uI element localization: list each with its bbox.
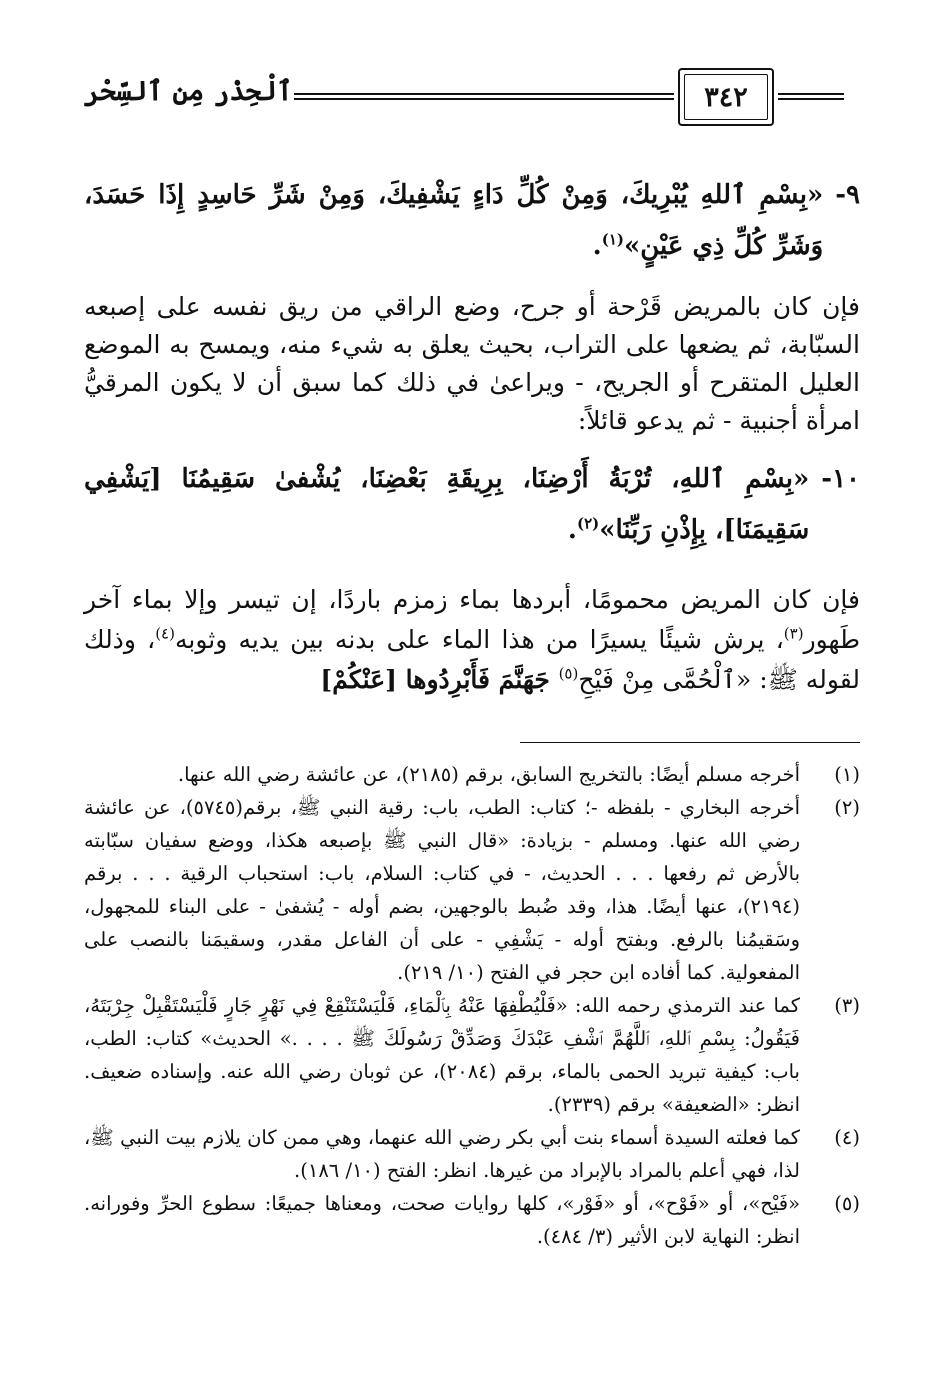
footnote <box>84 1121 860 1187</box>
text-run: جَهَنَّمَ فَأَبْرِدُوها [عَنْكُمْ] <box>320 665 559 694</box>
item-number: ٩- <box>835 180 860 210</box>
footnote <box>84 989 860 1121</box>
item-number: ١٠- <box>821 464 860 494</box>
page-number: ٣٤٢ <box>704 81 748 113</box>
footnote-number: (٣) <box>834 994 860 1017</box>
footnote-ref: (٢) <box>576 514 600 533</box>
paragraph <box>84 580 860 700</box>
supplication-10 <box>84 454 860 556</box>
footnote-ref: (٣) <box>783 624 804 643</box>
supplication-text: «بِسْمِ ٱللهِ يُبْرِيكَ، وَمِنْ كُلِّ دَاءٍ يَشْفِيكَ، وَمِنْ شَرِّ حَاسِدٍ إِذَا حَسَدَ، وَشَرِّ كُلِّ ذِي عَيْنٍ» <box>84 180 824 261</box>
footnote-text: كما فعلته السيدة أسماء بنت أبي بكر رضي الله عنهما، وهي ممن كان يلازم بيت النبي ﷺ، لذا، فهي أعلم بالمراد بالإبراد من غيرها. انظر: الفتح (١٠/ ١٨٦). <box>84 1126 800 1182</box>
footnote-separator <box>520 742 860 743</box>
footnote <box>84 758 860 791</box>
footnote-ref: (٤) <box>155 624 175 643</box>
footnote-ref: (١) <box>601 230 624 249</box>
main-text <box>84 170 860 700</box>
footnote-text: كما عند الترمذي رحمه الله: «فَلْيُطْفِهَا عَنْهُ بِٱلْمَاءِ، فَلْيَسْتَنْقِعْ فِي نَهْرٍ جَارٍ فَلْيَسْتَقْبِلْ جِرْيَتَهُ، فَيَقُولُ: بِسْمِ ٱللهِ، ٱللَّهُمَّ ٱشْفِ عَبْدَكَ وَصَدِّقْ رَسُولَكَ ﷺ . . . .» الحديث» كتاب: الطب، باب: كيفية تبريد الحمى بالماء، برقم (٢٠٨٤)، عن ثوبان رضي الله عنه. وإسناده ضعيف. انظر: «الضعيفة» برقم (٢٣٣٩). <box>84 994 800 1116</box>
paragraph: فإن كان بالمريض قَرْحة أو جرح، وضع الراقي من ريق نفسه على إصبعه السبّابة، ثم يضعها على التراب، بحيث يعلق به شيء منه، ويمسح به الموضع العليل المتقرح أو الجريح، - ويراعىٰ في ذلك كما سبق أن لا يكون المرقيُّ امرأة أجنبية - ثم يدعو قائلاً: <box>84 292 860 435</box>
footnote <box>84 1187 860 1253</box>
footnote-number: (٥) <box>834 1192 860 1215</box>
running-title: ٱلْحِذْر مِن ٱلسِّحْر <box>84 76 293 107</box>
footnote-text: أخرجه البخاري - بلفظه -؛ كتاب: الطب، باب: رقية النبي ﷺ، برقم(٥٧٤٥)، عن عائشة رضي الله عنها. ومسلم - بزيادة: «قال النبي ﷺ بإصبعه هكذا، ووضع سفيان سبّابته بالأرض ثم رفعها . . . الحديث، - في كتاب: السلام، باب: استحباب الرقية . . . برقم (٢١٩٤)، عنها أيضًا. هذا، وقد ضُبط بالوجهين، بضم أوله - يُشفىٰ - على البناء للمجهول، وسَقيمُنا بالرفع. وبفتح أوله - يَشْفِي - على أن الفاعل مقدر، وسقيمَنا بالنصب على المفعولية. كما أفاده ابن حجر في الفتح (١٠/ ٢١٩). <box>84 796 800 984</box>
page-header <box>84 68 864 128</box>
footnote-text: «فَيْح»، أو «فَوْح»، أو «فَوْر»، كلها روايات صحت، ومعناها جميعًا: سطوع الحرِّ وفورانه. انظر: النهاية لابن الأثير (٣/ ٤٨٤). <box>84 1192 800 1248</box>
footnote-number: (١) <box>834 763 860 786</box>
footnote-ref: (٥) <box>558 664 579 683</box>
header-rule-right <box>778 93 844 100</box>
item-text: «بِسْمِ ٱللهِ يُبْرِيكَ، وَمِنْ كُلِّ دَاءٍ يَشْفِيكَ، وَمِنْ شَرِّ حَاسِدٍ إِذَا حَسَدَ، وَشَرِّ كُلِّ ذِي عَيْنٍ»$^{(١)}$. <box>84 180 824 261</box>
footnote-number: (٤) <box>834 1126 860 1149</box>
page-number-frame <box>678 68 774 126</box>
footnote-number: (٢) <box>834 796 860 819</box>
supplication-9 <box>84 170 860 272</box>
supplication-text: «بِسْمِ ٱللهِ، تُرْبَةُ أَرْضِنَا، بِرِيقَةِ بَعْضِنَا، يُشْفىٰ سَقِيمُنَا [يَشْفِي سَقِيمَنَا]، بِإِذْنِ رَبِّنَا» <box>84 464 810 545</box>
item-text: «بِسْمِ ٱللهِ، تُرْبَةُ أَرْضِنَا، بِرِيقَةِ بَعْضِنَا، يُشْفىٰ سَقِيمُنَا [يَشْفِي سَقِيمَنَا]، بِإِذْنِ رَبِّنَا»$^{(٢)}$. <box>84 464 810 545</box>
header-rule-left <box>294 93 674 100</box>
text-run: فإن كان المريض محمومًا، أبردها بماء زمزم باردًا، إن تيسر وإلا بماء آخر طَهور <box>84 585 860 654</box>
text-run: ، وذلك لقوله ﷺ: «ٱلْحُمَّى مِنْ فَيْحِ <box>84 625 860 694</box>
footnote <box>84 791 860 989</box>
footnote-text: أخرجه مسلم أيضًا: بالتخريج السابق، برقم (٢١٨٥)، عن عائشة رضي الله عنها. <box>177 763 800 786</box>
footnotes <box>84 758 860 1253</box>
text-run: ، يرش شيئًا يسيرًا من هذا الماء على بدنه بين يديه وثوبه <box>174 625 784 654</box>
